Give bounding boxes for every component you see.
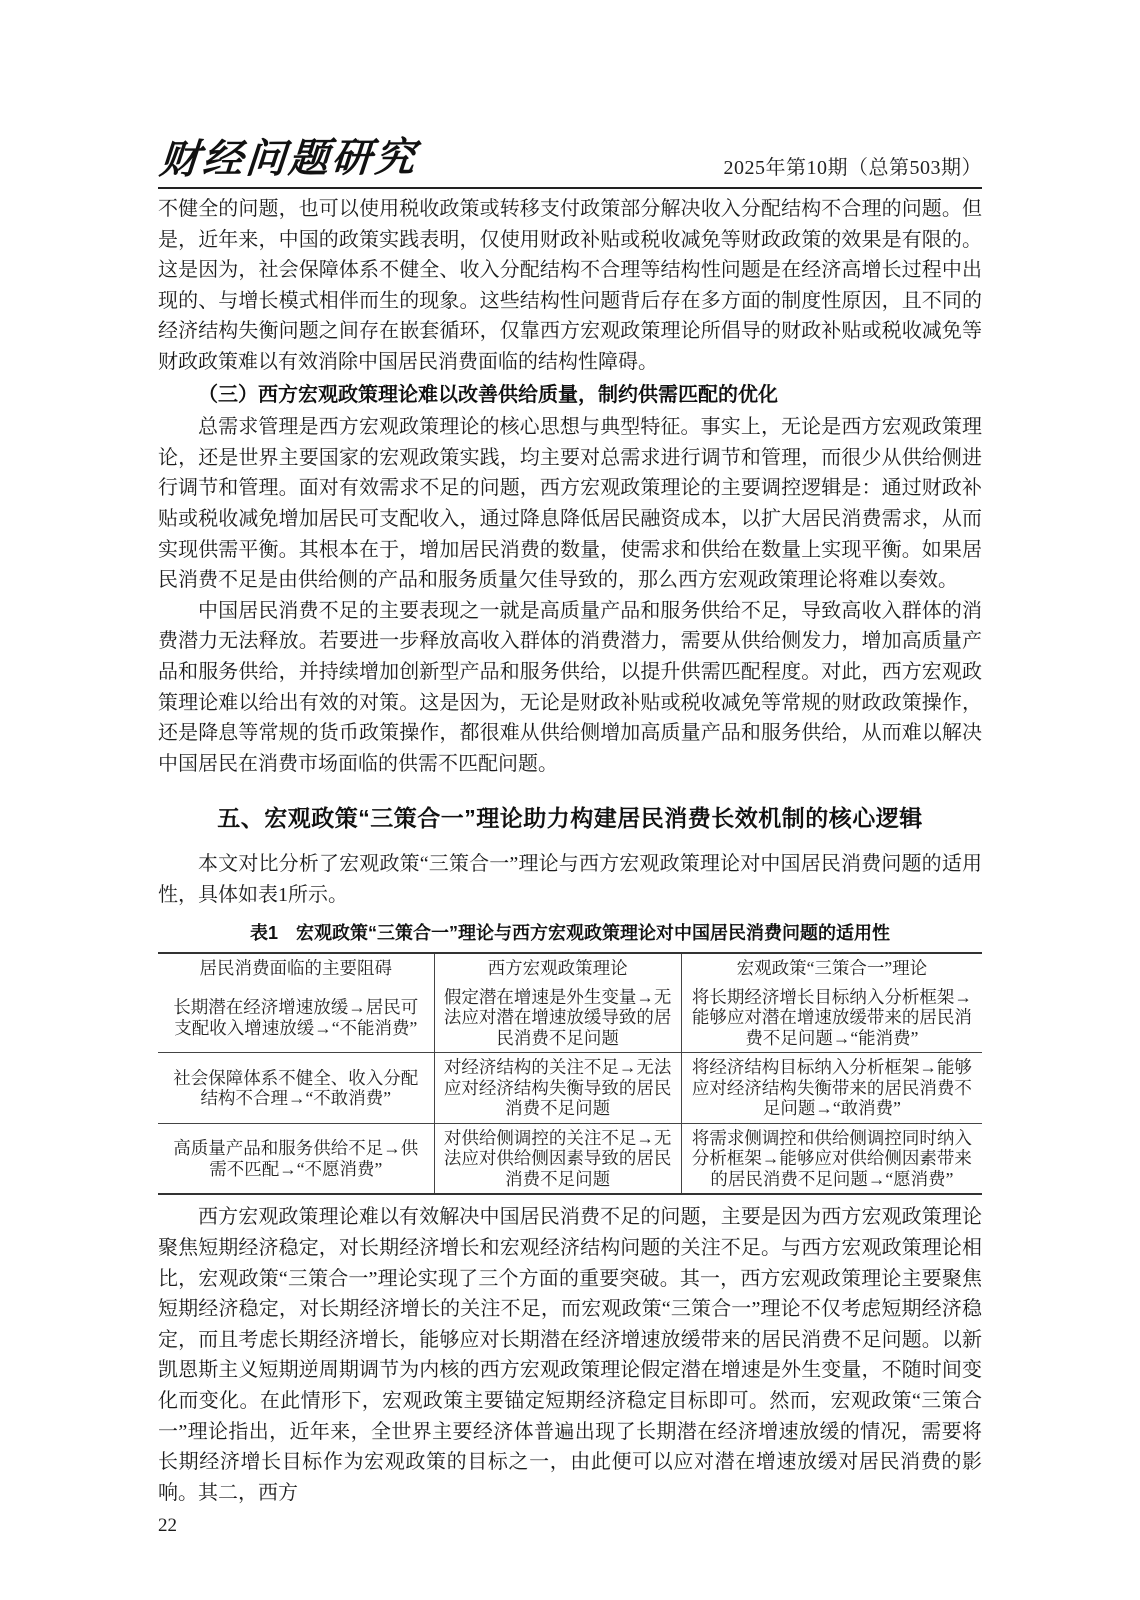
table-header-cell-obstacle: 居民消费面临的主要阻碍 <box>199 958 393 979</box>
paragraph-demand-management: 总需求管理是西方宏观政策理论的核心思想与典型特征。事实上，无论是西方宏观政策理论，还是世界主要国家的宏观政策实践，均主要对总需求进行调节和管理，而很少从供给侧进行调节和管理。面对有效需求不足的问题，西方宏观政策理论的主要调控逻辑是：通过财政补贴或税收减免增加居民可支配收入，通过降息降低居民融资成本，以扩大居民消费需求，从而实现供需平衡。其根本在于，增加居民消费的数量，使需求和供给在数量上实现平衡。如果居民消费不足是由供给侧的产品和服务质量欠佳导致的，那么西方宏观政策理论将难以奏效。 <box>158 416 982 592</box>
page-body <box>158 194 982 1537</box>
table-cell: 将需求侧调控和供给侧调控同时纳入分析框架→能够应对供给侧因素带来的居民消费不足问题→“愿消费” <box>681 1123 982 1194</box>
page-header <box>158 136 982 180</box>
table-cell: 高质量产品和服务供给不足→供需不匹配→“不愿消费” <box>173 1138 419 1179</box>
table-header-cell-western-theory: 西方宏观政策理论 <box>434 953 681 983</box>
paragraph-supply-quality: 中国居民消费不足的主要表现之一就是高质量产品和服务供给不足，导致高收入群体的消费潜力无法释放。若要进一步释放高收入群体的消费潜力，需要从供给侧发力，增加高质量产品和服务供给，并持续增加创新型产品和服务供给，以提升供需匹配程度。对此，西方宏观政策理论难以给出有效的对策。这是因为，无论是财政补贴或税收减免等常规的财政政策操作，还是降息等常规的货币政策操作，都很难从供给侧增加高质量产品和服务供给，从而难以解决中国居民在消费市场面临的供需不匹配问题。 <box>158 599 982 775</box>
paragraph-continuation: 不健全的问题，也可以使用税收政策或转移支付政策部分解决收入分配结构不合理的问题。但是，近年来，中国的政策实践表明，仅使用财政补贴或税收减免等财政政策的效果是有限的。这是因为，社会保障体系不健全、收入分配结构不合理等结构性问题是在经济高增长过程中出现的、与增长模式相伴而生的现象。这些结构性问题背后存在多方面的制度性原因，且不同的经济结构失衡问题之间存在嵌套循环，仅靠西方宏观政策理论所倡导的财政补贴或税收减免等财政政策难以有效消除中国居民消费面临的结构性障碍。 <box>158 198 982 373</box>
table-row-supply-quality <box>158 1123 982 1194</box>
table-row-social-security <box>158 1053 982 1124</box>
table-cell: 对供给侧调控的关注不足→无法应对供给侧因素导致的居民消费不足问题 <box>434 1123 681 1194</box>
table-header-cell-three-policy-theory: 宏观政策“三策合一”理论 <box>681 953 982 983</box>
table-cell: 社会保障体系不健全、收入分配结构不合理→“不敢消费” <box>173 1067 419 1109</box>
journal-logo: 财经问题研究 <box>157 134 420 182</box>
page-number: 22 <box>158 1515 177 1537</box>
table-cell: 长期潜在经济增速放缓→居民可支配收入增速放缓→“不能消费” <box>173 997 419 1038</box>
table-caption: 表1 宏观政策“三策合一”理论与西方宏观政策理论对中国居民消费问题的适用性 <box>249 923 890 944</box>
section-heading: 五、宏观政策“三策合一”理论助力构建居民消费长效机制的核心逻辑 <box>217 805 923 832</box>
table-cell: 假定潜在增速是外生变量→无法应对潜在增速放缓导致的居民消费不足问题 <box>434 983 681 1053</box>
issue-info: 2025年第10期（总第503期） <box>723 157 982 179</box>
header-rule <box>158 187 982 189</box>
subsection-heading: （三）西方宏观政策理论难以改善供给质量，制约供需匹配的优化 <box>198 383 778 406</box>
table-cell: 将长期经济增长目标纳入分析框架→能够应对潜在增速放缓带来的居民消费不足问题→“能消费” <box>681 983 982 1053</box>
table-cell: 对经济结构的关注不足→无法应对经济结构失衡导致的居民消费不足问题 <box>434 1053 681 1124</box>
table-row-growth-slowdown <box>158 983 982 1053</box>
table-cell: 将经济结构目标纳入分析框架→能够应对经济结构失衡带来的居民消费不足问题→“敢消费” <box>681 1053 982 1124</box>
table-header-row <box>158 953 982 983</box>
paragraph-table-intro: 本文对比分析了宏观政策“三策合一”理论与西方宏观政策理论对中国居民消费问题的适用性，具体如表1所示。 <box>158 853 982 906</box>
paragraph-comparison: 西方宏观政策理论难以有效解决中国居民消费不足的问题，主要是因为西方宏观政策理论聚焦短期经济稳定，对长期经济增长和宏观经济结构问题的关注不足。与西方宏观政策理论相比，宏观政策“三策合一”理论实现了三个方面的重要突破。其一，西方宏观政策理论主要聚焦短期经济稳定，对长期经济增长的关注不足，而宏观政策“三策合一”理论不仅考虑短期经济稳定，而且考虑长期经济增长，能够应对长期潜在经济增速放缓带来的居民消费不足问题。以新凯恩斯主义短期逆周期调节为内核的西方宏观政策理论假定潜在增速是外生变量，不随时间变化而变化。在此情形下，宏观政策主要锚定短期经济稳定目标即可。然而，宏观政策“三策合一”理论指出，近年来，全世界主要经济体普遍出现了长期潜在经济增速放缓的情况，需要将长期经济增长目标作为宏观政策的目标之一，由此便可以应对潜在增速放缓对居民消费的影响。其二，西方 <box>158 1206 982 1504</box>
comparison-table <box>158 952 982 1195</box>
